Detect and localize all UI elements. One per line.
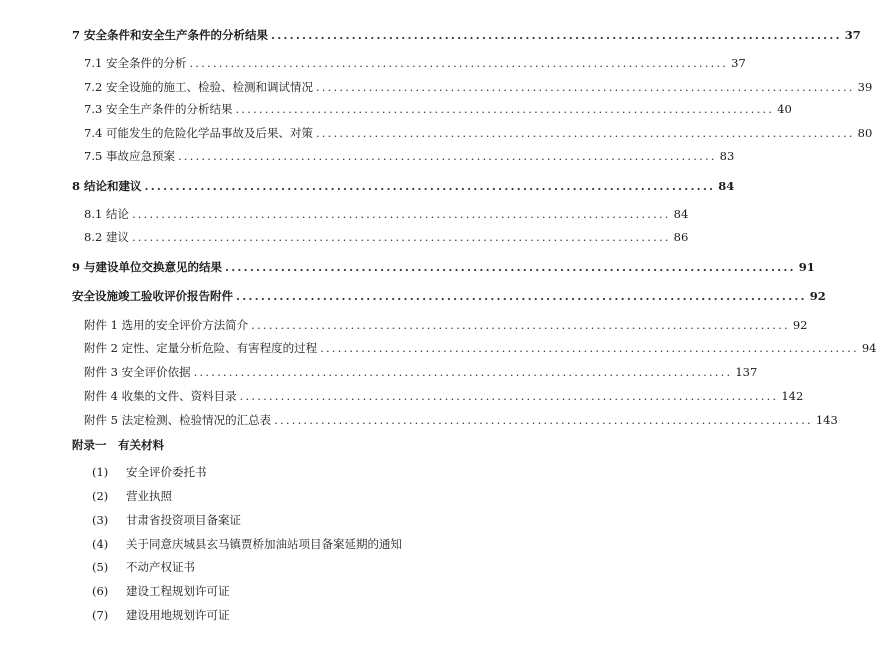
toc-entry-page: 143: [815, 413, 838, 427]
leader-dots: ............................................................................................: [144, 179, 716, 193]
toc-entry-page: 86: [673, 230, 689, 244]
appendix-item: [92, 559, 195, 575]
appendix-item-text: 不动产权证书: [126, 560, 195, 574]
toc-entry-label: 7.5 事故应急预案: [84, 149, 175, 163]
toc-entry[interactable]: [72, 288, 826, 304]
appendix-item-number: (1): [92, 465, 109, 479]
leader-dots: ............................................................................................: [131, 207, 671, 221]
leader-dots: ............................................................................................: [193, 365, 733, 379]
toc-entry-page: 84: [673, 207, 689, 221]
toc-entry-page: 92: [809, 289, 826, 303]
toc-entry-page: 37: [844, 28, 861, 42]
appendix-heading: 附录一 有关材料: [72, 438, 164, 452]
toc-entry-label: 8 结论和建议: [72, 179, 142, 193]
toc-entry-page: 84: [718, 179, 735, 193]
leader-dots: ............................................................................................: [131, 230, 671, 244]
appendix-item-text: 甘肃省投资项目备案证: [126, 513, 241, 527]
toc-entry[interactable]: [72, 259, 815, 275]
toc-entry-label: 7.1 安全条件的分析: [84, 56, 187, 70]
toc-entry-label: 8.2 建议: [84, 230, 129, 244]
toc-entry[interactable]: [84, 229, 689, 245]
toc-entry-label: 9 与建设单位交换意见的结果: [72, 260, 223, 274]
toc-entry[interactable]: [72, 27, 861, 43]
toc-entry-label: 7 安全条件和安全生产条件的分析结果: [72, 28, 269, 42]
toc-entry-page: 142: [781, 389, 804, 403]
toc-entry[interactable]: [84, 412, 838, 428]
toc-entry[interactable]: [84, 55, 746, 71]
toc-entry-page: 40: [777, 102, 792, 116]
toc-entry[interactable]: [84, 206, 689, 222]
toc-entry-label: 8.1 结论: [84, 207, 129, 221]
leader-dots: ............................................................................................: [177, 149, 717, 163]
toc-entry[interactable]: [84, 79, 873, 95]
appendix-item: [92, 536, 402, 552]
toc-entry[interactable]: [84, 388, 804, 404]
appendix-item: [92, 512, 241, 528]
toc-entry-label: 附件 3 安全评价依据: [84, 365, 191, 379]
toc-entry-page: 39: [857, 80, 873, 94]
toc-entry-page: 137: [735, 365, 758, 379]
leader-dots: ............................................................................................: [189, 56, 729, 70]
appendix-item: [92, 607, 230, 623]
appendix-item-text: 安全评价委托书: [126, 465, 207, 479]
appendix-item-number: (2): [92, 489, 109, 503]
appendix-item-text: 建设用地规划许可证: [126, 608, 230, 622]
toc-entry-page: 91: [798, 260, 815, 274]
leader-dots: ............................................................................................: [315, 126, 855, 140]
appendix-item-number: (5): [92, 560, 109, 574]
appendix-item: [92, 464, 207, 480]
toc-entry-label: 附件 1 选用的安全评价方法简介: [84, 318, 249, 332]
leader-dots: ............................................................................................: [236, 289, 807, 303]
toc-entry-label: 7.3 安全生产条件的分析结果: [84, 102, 233, 116]
toc-entry-label: 附件 4 收集的文件、资料目录: [84, 389, 237, 403]
toc-entry-label: 7.2 安全设施的施工、检验、检测和调试情况: [84, 80, 313, 94]
toc-entry-label: 附件 2 定性、定量分析危险、有害程度的过程: [84, 341, 318, 355]
toc-entry[interactable]: [84, 148, 735, 164]
toc-entry-label: 安全设施竣工验收评价报告附件: [72, 289, 233, 303]
toc-entry-label: 7.4 可能发生的危险化学品事故及后果、对策: [84, 126, 313, 140]
toc-entry-page: 37: [731, 56, 746, 70]
appendix-item-text: 营业执照: [126, 489, 172, 503]
toc-entry-page: 92: [792, 318, 808, 332]
toc-entry[interactable]: [72, 178, 735, 194]
appendix-item: [92, 488, 172, 504]
leader-dots: ............................................................................................: [225, 260, 796, 274]
appendix-item-number: (4): [92, 537, 109, 551]
toc-entry[interactable]: [84, 125, 873, 141]
toc-entry[interactable]: [84, 317, 808, 333]
leader-dots: ............................................................................................: [251, 318, 790, 332]
leader-dots: ............................................................................................: [320, 341, 859, 355]
toc-entry-page: 83: [719, 149, 735, 163]
leader-dots: ............................................................................................: [271, 28, 842, 42]
toc-entry[interactable]: [84, 364, 758, 380]
toc-entry-page: 94: [861, 341, 877, 355]
appendix-item-text: 建设工程规划许可证: [126, 584, 230, 598]
toc-entry-page: 80: [857, 126, 873, 140]
appendix-item-number: (7): [92, 608, 109, 622]
toc-entry-label: 附件 5 法定检测、检验情况的汇总表: [84, 413, 272, 427]
leader-dots: ............................................................................................: [315, 80, 855, 94]
appendix-item: [92, 583, 230, 599]
toc-entry[interactable]: [84, 101, 792, 117]
leader-dots: ............................................................................................: [235, 102, 775, 116]
appendix-item-text: 关于同意庆城县玄马镇贾桥加油站项目备案延期的通知: [126, 537, 402, 551]
leader-dots: ............................................................................................: [274, 413, 813, 427]
appendix-item-number: (3): [92, 513, 109, 527]
appendix-item-number: (6): [92, 584, 109, 598]
leader-dots: ............................................................................................: [239, 389, 779, 403]
toc-entry[interactable]: [84, 340, 877, 356]
